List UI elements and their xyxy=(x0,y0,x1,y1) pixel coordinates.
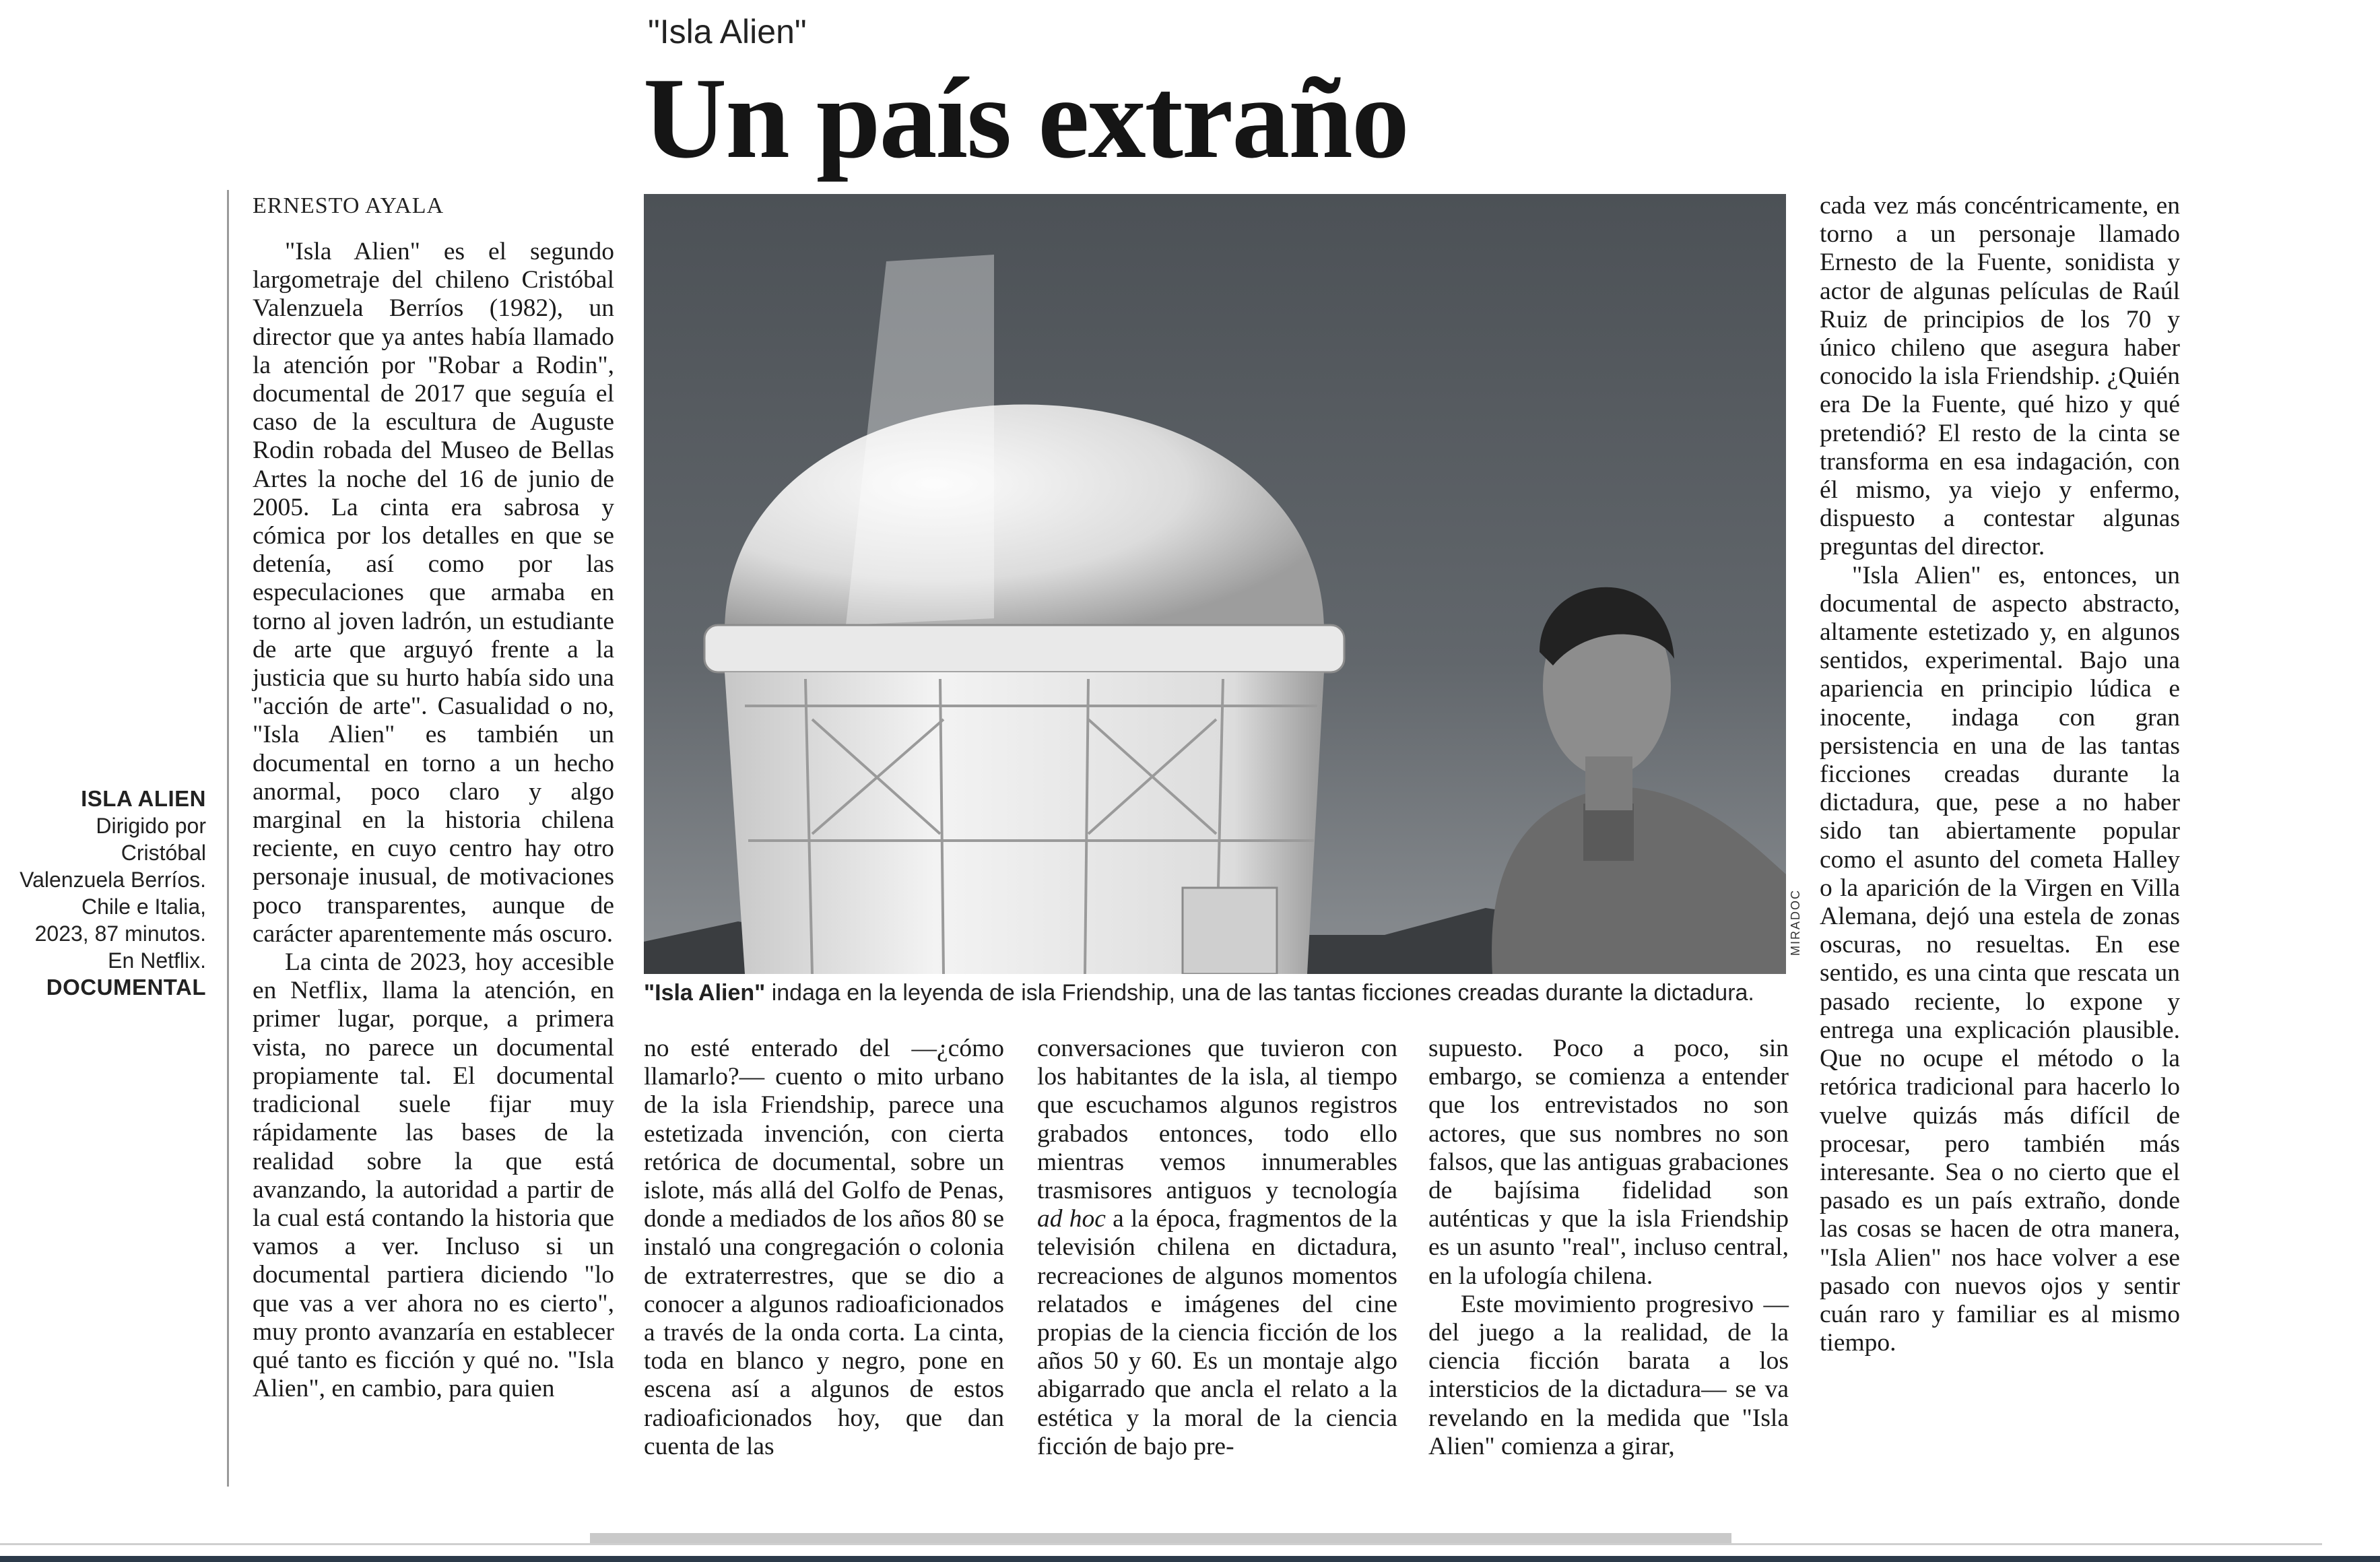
caption-text: indaga en la leyenda de isla Friendship, una de las tantas ficciones creadas durante la dictadura. xyxy=(765,980,1754,1006)
article-column-2 xyxy=(644,1035,1004,1461)
photo-caption xyxy=(644,979,1754,1007)
film-info-line: Valenzuela Berríos. xyxy=(20,868,206,892)
text-run-italic: ad hoc xyxy=(1037,1205,1106,1233)
paragraph: La cinta de 2023, hoy accesible en Netflix, llama la atención, en primer lugar, porque, a primera vista, no parece un documental propiamente tal. El documental tradicional suele fijar muy rápidamente las bases de la realidad sobre la que está avanzando, la autoridad a partir de la cual está contando la historia que vamos a ver. Incluso si un documental partiera diciendo "lo que vas a ver ahora no es cierto", muy pronto avanzaría en establecer qué tanto es ficción y qué no. "Isla Alien", en cambio, para quien xyxy=(253,948,614,1403)
paragraph: Este movimiento progresivo —del juego a la realidad, de la ciencia ficción barata a los intersticios de la dictadura— se va revelando en la medida que "Isla Alien" comienza a girar, xyxy=(1428,1290,1789,1460)
caption-lead: "Isla Alien" xyxy=(644,980,766,1006)
article-column-3 xyxy=(1037,1035,1397,1461)
photo-credit: MIRADOC xyxy=(1789,889,1802,956)
paragraph xyxy=(1037,1035,1397,1461)
film-genre: DOCUMENTAL xyxy=(46,975,206,1000)
paragraph: "Isla Alien" es, entonces, un documental de aspecto abstracto, altamente estetizado y, en algunos sentidos, experimental. Bajo una apariencia en principio lúdica e inocente, indaga con gran persistencia en una de las tantas ficciones creadas durante la dictadura, que, pese a no haber sido tan abiertamente popular como el asunto del cometa Halley o la aparición de la Virgen en Villa Alemana, dejó una estela de zonas oscuras, no resueltas. En ese sentido, es una cinta que rescata un pasado reciente, lo expone y entrega una explicación plausible. Que no ocupe el método o la retórica tradicional para hacerlo lo vuelve quizás más difícil de procesar, pero también más interesante. Sea o no cierto que el pasado es un país extraño, donde las cosas se hacen de otra manera, "Isla Alien" nos hace volver a ese pasado con nuevos ojos y sentir cuán raro y familiar es al mismo tiempo. xyxy=(1820,561,2180,1357)
film-info-line: Cristóbal xyxy=(121,841,206,865)
byline: ERNESTO AYALA xyxy=(253,193,444,218)
film-info-box xyxy=(0,785,206,1001)
footer-rule xyxy=(0,1543,2322,1545)
film-info-line: En Netflix. xyxy=(108,948,206,973)
text-run: conversaciones que tuvieron con los habitantes de la isla, al tiempo que escuchamos algunos registros grabados entonces, todo ello mientras vemos innumerables trasmisores antiguos y tecnología xyxy=(1037,1035,1397,1205)
article-column-1 xyxy=(253,192,614,1403)
footer-bar xyxy=(590,1533,1731,1544)
footer-band xyxy=(0,1556,2380,1562)
paragraph: no esté enterado del —¿cómo llamarlo?— cuento o mito urbano de la isla Friendship, parece una estetizada invención, con cierta retórica de documental, sobre un islote, más allá del Golfo de Penas, donde a mediados de los años 80 se instaló una congregación o colonia de extraterrestres, que se dio a conocer a algunos radioaficionados a través de la onda corta. La cinta, toda en blanco y negro, pone en escena así a algunos de estos radioaficionados hoy, que dan cuenta de las xyxy=(644,1035,1004,1460)
film-info-line: 2023, 87 minutos. xyxy=(34,921,206,946)
film-info-line: Dirigido por xyxy=(96,814,206,838)
paragraph: cada vez más concéntricamente, en torno a un personaje llamado Ernesto de la Fuente, sonidista y actor de algunas películas de Raúl Ruiz de principios de los 70 y único chileno que asegura haber conocido la isla Friendship. ¿Quién era De la Fuente, qué hizo y qué pretendió? El resto de la cinta se transforma en esa indagación, con él mismo, ya viejo y enfermo, dispuesto a contestar algunas preguntas del director. xyxy=(1820,192,2180,561)
article-column-4 xyxy=(1428,1035,1789,1461)
film-title: ISLA ALIEN xyxy=(81,786,206,811)
film-info-line: Chile e Italia, xyxy=(81,894,206,919)
article-column-5 xyxy=(1820,192,2180,1357)
photo-observatory xyxy=(644,194,1786,974)
paragraph: "Isla Alien" es el segundo largometraje del chileno Cristóbal Valenzuela Berríos (1982), un director que ya antes había llamado la atención por "Robar a Rodin", documental de 2017 que seguía el caso de la escultura de Auguste Rodin robada del Museo de Bellas Artes la noche del 16 de junio de 2005. La cinta era sabrosa y cómica por los detalles en que se detenía, así como por las especulaciones que armaba en torno al joven ladrón, un estudiante de arte que arguyó frente a la justicia que su hurto había sido una "acción de arte". Casualidad o no, "Isla Alien" es también un documental en torno a un hecho anormal, poco claro y algo marginal en la historia chilena reciente, en cuyo centro hay otro personaje inusual, de motivaciones poco transparentes, aunque de carácter aparentemente más oscuro. xyxy=(253,238,614,948)
text-run: a la época, fragmentos de la televisión chilena en dictadura, recreaciones de algunos momentos relatados e imágenes del cine propias de la ciencia ficción de los años 50 y 60. Es un montaje algo abigarrado que ancla el relato a la estética y la moral de la ciencia ficción de bajo pre- xyxy=(1037,1205,1397,1460)
headline: Un país extraño xyxy=(643,55,1408,183)
kicker: "Isla Alien" xyxy=(648,13,807,51)
column-divider xyxy=(227,190,229,1487)
paragraph: supuesto. Poco a poco, sin embargo, se comienza a entender que los entrevistados no son actores, que sus nombres no son falsos, que las antiguas grabaciones de bajísima fidelidad son auténticas y que la isla Friendship es un asunto "real", incluso central, en la ufología chilena. xyxy=(1428,1035,1789,1290)
